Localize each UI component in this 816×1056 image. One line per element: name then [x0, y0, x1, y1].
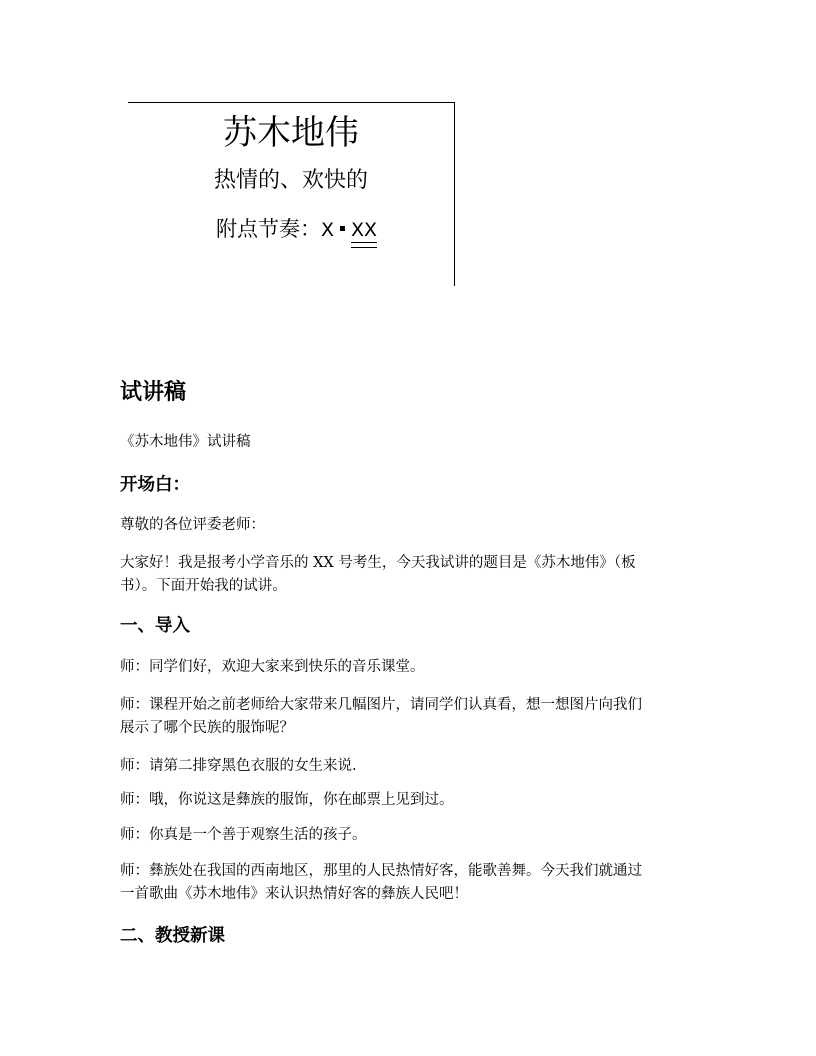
teacher-line: 一首歌曲《苏木地伟》来认识热情好客的彝族人民吧！ — [120, 886, 468, 902]
page-heading: 试讲稿 — [120, 380, 187, 405]
rhythm-dot-icon — [340, 226, 345, 231]
board-song-title: 苏木地伟 — [223, 113, 359, 153]
teacher-line: 师：你真是一个善于观察生活的孩子。 — [120, 827, 367, 843]
section-new-lesson: 二、教授新课 — [120, 926, 225, 946]
section-introduction: 一、导入 — [120, 616, 190, 636]
rhythm-notation — [321, 219, 377, 241]
doc-title: 《苏木地伟》试讲稿 — [120, 434, 251, 450]
teacher-line: 师：同学们好，欢迎大家来到快乐的音乐课堂。 — [120, 659, 425, 675]
teacher-line: 师：哦，你说这是彝族的服饰，你在邮票上见到过。 — [120, 792, 454, 808]
rhythm-label: 附点节奏： — [216, 217, 321, 241]
teacher-line: 师：彝族处在我国的西南地区，那里的人民热情好客，能歌善舞。今天我们就通过 — [120, 863, 642, 879]
rhythm-note-eighths: XX — [351, 216, 377, 246]
blackboard-box — [128, 102, 455, 286]
teacher-line: 师：课程开始之前老师给大家带来几幅图片，请同学们认真看，想一想图片向我们 — [120, 697, 642, 713]
teacher-paragraph — [120, 860, 700, 906]
intro-line: 书）。下面开始我的试讲。 — [120, 578, 287, 594]
intro-paragraph — [120, 552, 700, 598]
board-mood: 热情的、欢快的 — [213, 168, 368, 193]
board-rhythm — [216, 215, 377, 246]
intro-line: 大家好！我是报考小学音乐的 XX 号考生，今天我试讲的题目是《苏木地伟》（板 — [120, 555, 636, 571]
teacher-line: 展示了哪个民族的服饰呢？ — [120, 720, 294, 736]
section-opening: 开场白： — [120, 475, 190, 495]
teacher-paragraph — [120, 694, 700, 740]
greeting: 尊敬的各位评委老师： — [120, 517, 265, 533]
rhythm-note-quarter: X — [321, 219, 335, 241]
teacher-line: 师：请第二排穿黑色衣服的女生来说. — [120, 758, 357, 774]
